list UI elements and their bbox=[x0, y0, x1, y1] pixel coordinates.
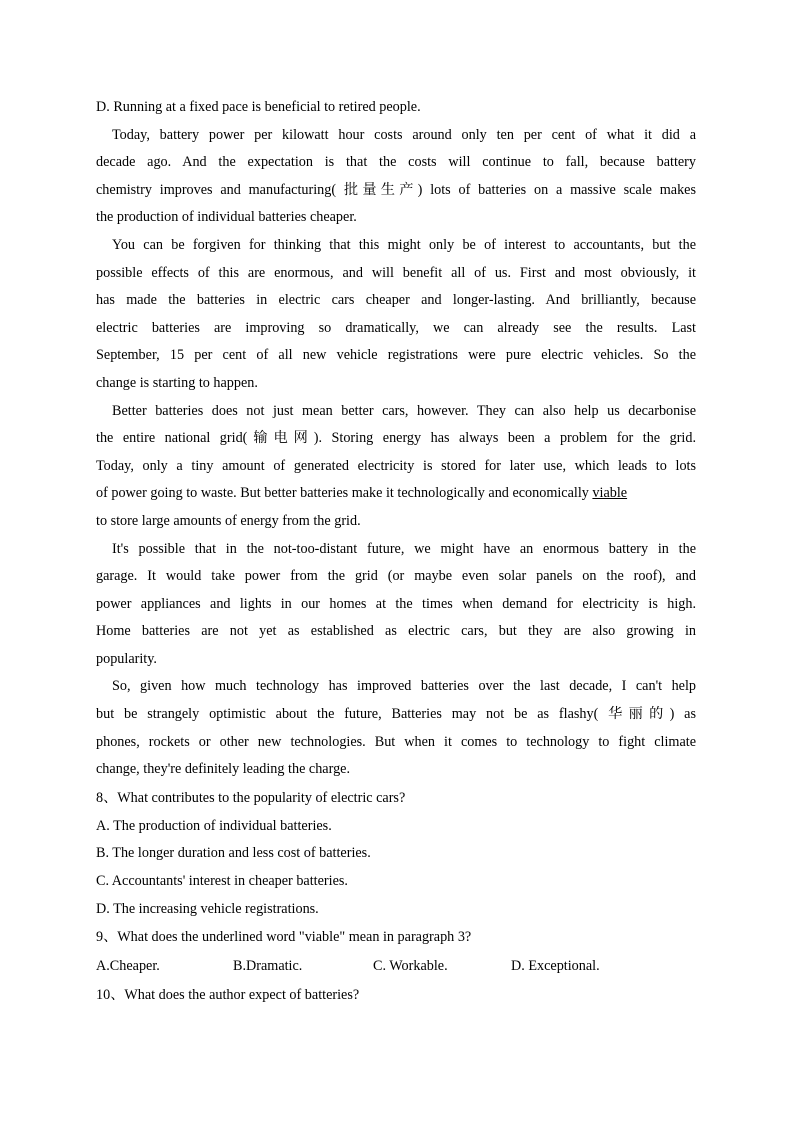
question-10 bbox=[96, 981, 696, 1010]
paragraph-line: Today, only a tiny amount of generated electricity is stored for later use, which leads to lots bbox=[96, 457, 696, 474]
paragraph-line: electric batteries are improving so dramatically, we can already see the results. Last bbox=[96, 319, 696, 336]
answer-option: C. Accountants' interest in cheaper batteries. bbox=[96, 873, 348, 890]
paragraph-line: Better batteries does not just mean better cars, however. They can also help us decarbonise bbox=[112, 402, 696, 419]
paragraph-line: chemistry improves and manufacturing( 批量生产) lots of batteries on a massive scale makes bbox=[96, 181, 696, 198]
question-stem: 10、What does the author expect of batteries? bbox=[96, 987, 360, 1004]
question-stem: 8、What contributes to the popularity of electric cars? bbox=[96, 789, 406, 806]
answer-option: D. The increasing vehicle registrations. bbox=[96, 900, 319, 917]
question-stem: 9、What does the underlined word "viable" mean in paragraph 3? bbox=[96, 929, 472, 946]
underlined-word-viable: viable bbox=[592, 485, 628, 502]
paragraph-line: Home batteries are not yet as established as electric cars, but they are also growing in bbox=[96, 623, 696, 640]
exam-page bbox=[96, 94, 696, 1010]
answer-options-row bbox=[96, 952, 696, 981]
paragraph-line-text: of power going to waste. But better batteries make it technologically and economically bbox=[96, 485, 593, 502]
paragraph-line: You can be forgiven for thinking that this might only be of interest to accountants, but the bbox=[112, 236, 696, 253]
paragraph-line: change, they're definitely leading the charge. bbox=[96, 761, 351, 778]
paragraph-line: to store large amounts of energy from the grid. bbox=[96, 512, 361, 529]
question-9 bbox=[96, 923, 696, 981]
paragraph-2 bbox=[96, 232, 696, 398]
paragraph-line: has made the batteries in electric cars cheaper and longer-lasting. And brilliantly, because bbox=[96, 292, 696, 309]
answer-option: B.Dramatic. bbox=[233, 958, 303, 975]
paragraph-line: garage. It would take power from the grid (or maybe even solar panels on the roof), and bbox=[96, 568, 696, 585]
answer-option: A. The production of individual batteries. bbox=[96, 817, 332, 834]
paragraph-line: possible effects of this are enormous, and will benefit all of us. First and most obviously, it bbox=[96, 264, 696, 281]
paragraph-1 bbox=[96, 122, 696, 232]
paragraph-line: September, 15 per cent of all new vehicle registrations were pure electric vehicles. So the bbox=[96, 347, 696, 364]
paragraph-line: decade ago. And the expectation is that the costs will continue to fall, because battery bbox=[96, 154, 696, 171]
paragraph-line: popularity. bbox=[96, 650, 157, 667]
paragraph-line: the production of individual batteries cheaper. bbox=[96, 209, 357, 226]
question-8 bbox=[96, 784, 696, 923]
paragraph-line: but be strangely optimistic about the future, Batteries may not be as flashy( 华丽的) as bbox=[96, 706, 696, 723]
paragraph-line: Today, battery power per kilowatt hour costs around only ten per cent of what it did a bbox=[112, 126, 696, 143]
paragraph-line: the entire national grid(输电网). Storing energy has always been a problem for the grid. bbox=[96, 430, 696, 447]
answer-option: C. Workable. bbox=[373, 958, 448, 975]
paragraph-5 bbox=[96, 673, 696, 783]
paragraph-line: power appliances and lights in our homes at the times when demand for electricity is high. bbox=[96, 595, 696, 612]
answer-option: B. The longer duration and less cost of batteries. bbox=[96, 845, 371, 862]
paragraph-4 bbox=[96, 536, 696, 674]
paragraph-line bbox=[96, 480, 696, 508]
answer-option: A.Cheaper. bbox=[96, 958, 160, 975]
answer-option: D. Exceptional. bbox=[511, 958, 600, 975]
q7-option-d: D. Running at a fixed pace is beneficial to retired people. bbox=[96, 99, 421, 115]
paragraph-line: It's possible that in the not-too-distant future, we might have an enormous battery in the bbox=[112, 540, 696, 557]
paragraph-line: phones, rockets or other new technologies. But when it comes to technology to fight climate bbox=[96, 733, 696, 750]
paragraph-3 bbox=[96, 398, 696, 536]
paragraph-line: change is starting to happen. bbox=[96, 374, 258, 391]
paragraph-line: So, given how much technology has improved batteries over the last decade, I can't help bbox=[112, 678, 696, 695]
